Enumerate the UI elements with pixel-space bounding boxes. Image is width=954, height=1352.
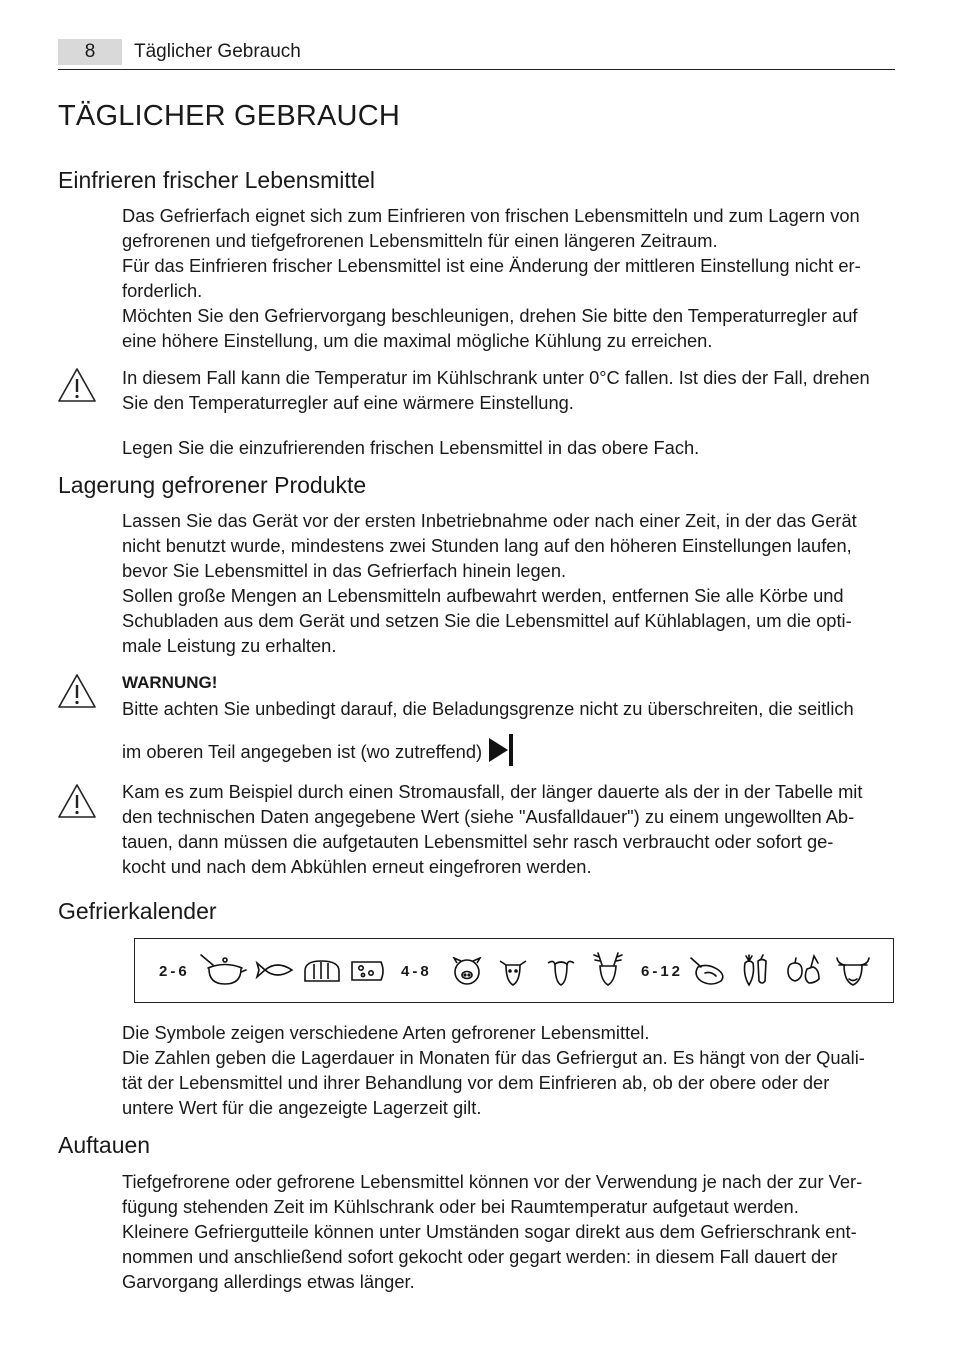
text-line: tät der Lebensmittel und ihrer Behandlung vor dem Einfrieren ab, ob der obere oder der: [122, 1072, 830, 1093]
text-line: Möchten Sie den Gefriervorgang beschleunigen, drehen Sie bitte den Temperaturregler auf: [122, 305, 858, 326]
pork-icon: [451, 957, 483, 987]
vegetables-icon: [739, 953, 771, 987]
fruit-icon: [785, 953, 823, 987]
paragraph-einfrieren: [122, 203, 894, 353]
warning-label: WARNUNG!: [122, 673, 218, 692]
paragraph-upper-compartment: [122, 435, 894, 460]
freezer-calendar: [134, 938, 894, 1003]
storage-months-label: 4-8: [401, 963, 432, 980]
lamb-icon: [545, 955, 577, 987]
text-line: fügung stehenden Zeit im Kühlschrank oder bei Raumtemperatur aufgetaut werden.: [122, 1196, 799, 1217]
calf-icon: [497, 955, 529, 987]
sausage-icon: [349, 957, 387, 985]
text-line: gefrorenen und tiefgefrorenen Lebensmitteln für einen längeren Zeitraum.: [122, 230, 718, 251]
text-line: Bitte achten Sie unbedingt darauf, die Beladungsgrenze nicht zu überschreiten, die seitlich: [122, 698, 854, 719]
page-header: [58, 39, 895, 70]
text-line: Kleinere Gefriergutteile können unter Umständen sogar direkt aus dem Gefrierschrank ent-: [122, 1221, 857, 1242]
power-failure-text: [122, 779, 894, 879]
heading-lagerung: Lagerung gefrorener Produkte: [58, 472, 367, 498]
storage-months-label: 2-6: [159, 963, 190, 980]
caution-triangle-icon: [57, 783, 97, 819]
text-line: bevor Sie Lebensmittel in das Gefrierfach hinein legen.: [122, 560, 567, 581]
heading-einfrieren: Einfrieren frischer Lebensmittel: [58, 167, 376, 193]
warning-text: [122, 696, 894, 766]
text-line: Die Zahlen geben die Lagerdauer in Monaten für das Gefriergut an. Es hängt von der Quali-: [122, 1047, 865, 1068]
text-line: nicht benutzt wurde, mindestens zwei Stunden lang auf den höheren Einstellungen laufen,: [122, 535, 852, 556]
text-line: Die Symbole zeigen verschiedene Arten gefrorener Lebensmittel.: [122, 1022, 650, 1043]
text-line: male Leistung zu erhalten.: [122, 635, 337, 656]
text-line: Lassen Sie das Gerät vor der ersten Inbetriebnahme oder nach einer Zeit, in der das Gerät: [122, 510, 857, 531]
text-line: untere Wert für die angezeigte Lagerzeit gilt.: [122, 1097, 482, 1118]
running-title: Täglicher Gebrauch: [134, 41, 301, 62]
page-number: 8: [58, 39, 122, 65]
text-line: Garvorgang allerdings etwas länger.: [122, 1271, 415, 1292]
text-line: Sollen große Mengen an Lebensmitteln aufbewahrt werden, entfernen Sie alle Körbe und: [122, 585, 844, 606]
heading-auftauen: Auftauen: [58, 1132, 151, 1158]
text-line: In diesem Fall kann die Temperatur im Kühlschrank unter 0°C fallen. Ist dies der Fall, drehen: [122, 367, 870, 388]
load-limit-icon: [488, 734, 514, 766]
paragraph-gefrierkalender: [122, 1020, 894, 1120]
paragraph-auftauen: [122, 1169, 894, 1294]
text-line: Tiefgefrorene oder gefrorene Lebensmittel können vor der Verwendung je nach der zur Ver-: [122, 1171, 863, 1192]
text-line: Sie den Temperaturregler auf eine wärmere Einstellung.: [122, 392, 574, 413]
text-line: forderlich.: [122, 280, 203, 301]
poultry-icon: [689, 955, 727, 987]
text-line: [122, 734, 894, 766]
text-line: kocht und nach dem Abkühlen erneut eingefroren werden.: [122, 856, 592, 877]
text-line: Für das Einfrieren frischer Lebensmittel ist eine Änderung der mittleren Einstellung nicht er-: [122, 255, 861, 276]
text-line: Schubladen aus dem Gerät und setzen Sie die Lebensmittel auf Kühlablagen, um die opti-: [122, 610, 852, 631]
caution-text: [122, 365, 894, 415]
warning-text-line2: im oberen Teil angegeben ist (wo zutreffend): [122, 741, 483, 762]
paragraph-lagerung: [122, 508, 894, 658]
caution-triangle-icon: [57, 367, 97, 403]
page-title: TÄGLICHER GEBRAUCH: [58, 100, 400, 132]
text-line: den technischen Daten angegebene Wert (siehe "Ausfalldauer") zu einem ungewollten Ab-: [122, 806, 855, 827]
storage-months-label: 6-12: [641, 963, 684, 980]
text-line: Legen Sie die einzufrierenden frischen Lebensmittel in das obere Fach.: [122, 437, 700, 458]
fish-icon: [255, 959, 295, 981]
soup-pot-icon: [199, 951, 247, 987]
beef-icon: [835, 955, 871, 987]
text-line: Das Gefrierfach eignet sich zum Einfrieren von frischen Lebensmitteln und zum Lagern von: [122, 205, 860, 226]
heading-gefrierkalender: Gefrierkalender: [58, 898, 217, 924]
warning-triangle-icon: [57, 673, 97, 709]
bread-icon: [303, 959, 341, 983]
text-line: eine höhere Einstellung, um die maximal mögliche Kühlung zu erreichen.: [122, 330, 713, 351]
text-line: nommen und anschließend sofort gekocht oder gegart werden: in diesem Fall dauert der: [122, 1246, 838, 1267]
game-icon: [591, 951, 625, 987]
text-line: tauen, dann müssen die aufgetauten Lebensmittel sehr rasch verbraucht oder sofort ge-: [122, 831, 834, 852]
text-line: Kam es zum Beispiel durch einen Stromausfall, der länger dauerte als der in der Tabelle mit: [122, 781, 863, 802]
